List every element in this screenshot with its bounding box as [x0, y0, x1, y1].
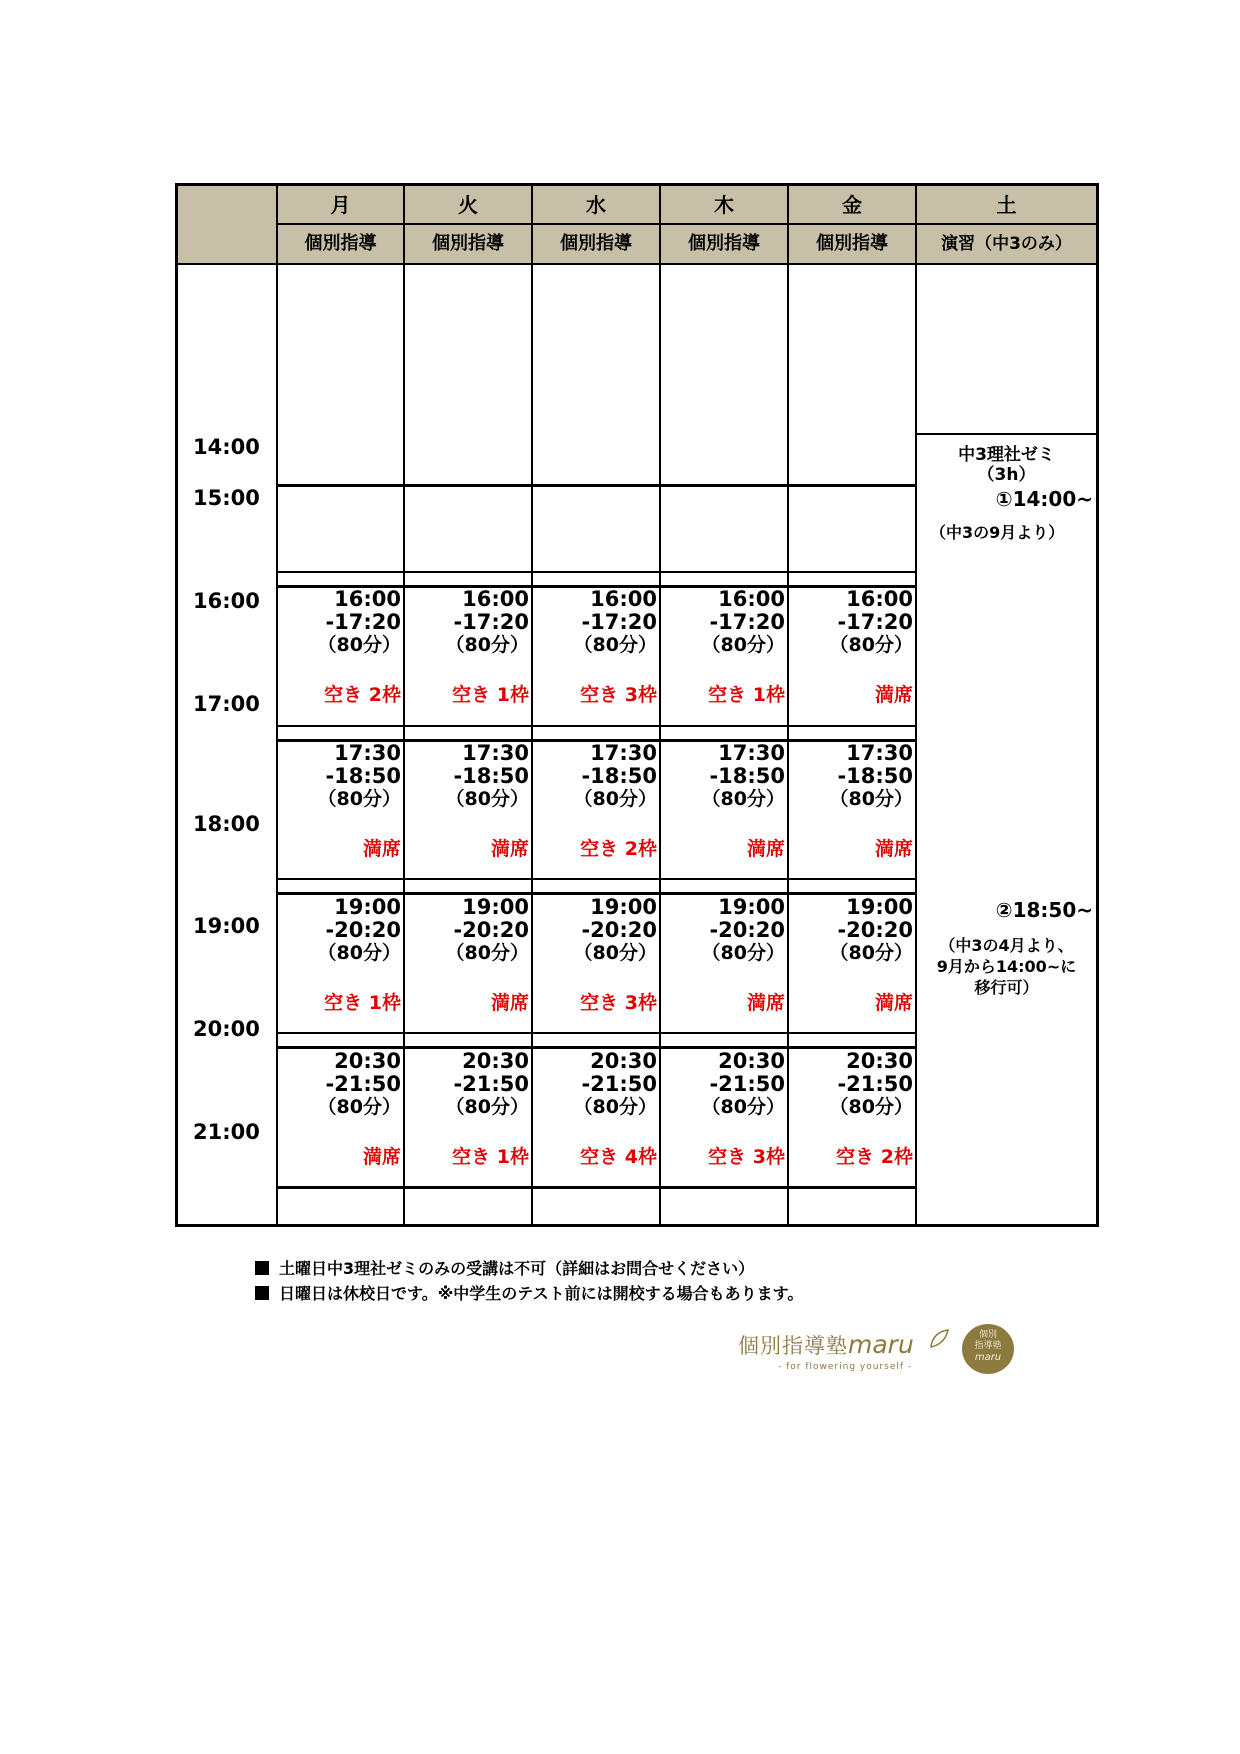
availability-status: 空き 2枠 [324, 684, 401, 706]
slot-end-time: -20:20 [581, 918, 657, 942]
note-1-text: 土曜日中3理社ゼミのみの受講は不可（詳細はお問合せください） [279, 1259, 755, 1278]
slot-duration: （80分） [701, 942, 785, 964]
slot-end-time: -21:50 [837, 1072, 913, 1096]
slot-start-time: 20:30 [718, 1049, 785, 1073]
logo-name-en: maru [848, 1330, 914, 1359]
day-header-sat: 土 [996, 193, 1017, 217]
slot-end-time: -21:50 [581, 1072, 657, 1096]
slot-duration: （80分） [573, 1096, 657, 1118]
row-line-c1 [277, 878, 917, 880]
slot-start-time: 17:30 [334, 741, 401, 765]
slot-start-time: 20:30 [590, 1049, 657, 1073]
subheader-wed: 個別指導 [560, 233, 632, 254]
time-label-2100: 21:00 [193, 1120, 260, 1144]
header-bottom [178, 263, 1096, 265]
availability-status: 満席 [746, 992, 785, 1014]
sat-session-1: ①14:00~ [995, 487, 1093, 511]
availability-status: 満席 [490, 992, 529, 1014]
row-line-d1 [277, 1032, 917, 1034]
slot-start-time: 16:00 [718, 587, 785, 611]
logo-badge [962, 1324, 1014, 1374]
slot-duration: （80分） [317, 1096, 401, 1118]
availability-status: 空き 3枠 [580, 684, 657, 706]
slot-duration: （80分） [445, 788, 529, 810]
subheader-thu: 個別指導 [688, 233, 760, 254]
availability-status: 空き 2枠 [836, 1146, 913, 1168]
slot-duration: （80分） [829, 1096, 913, 1118]
header-divider [277, 223, 1096, 225]
availability-status: 空き 4枠 [580, 1146, 657, 1168]
row-line-a1 [277, 571, 917, 573]
slot-end-time: -21:50 [325, 1072, 401, 1096]
row-line-b1 [277, 725, 917, 727]
availability-status: 空き 2枠 [580, 838, 657, 860]
slot-start-time: 19:00 [462, 895, 529, 919]
slot-duration: （80分） [317, 788, 401, 810]
bullet-square-icon [255, 1261, 269, 1275]
sat-session-2-note-2: 9月から14:00~に [936, 957, 1077, 976]
slot-start-time: 16:00 [462, 587, 529, 611]
day-header-thu: 木 [714, 193, 734, 217]
logo-tagline: - for flowering yourself - [778, 1362, 913, 1372]
slot-end-time: -17:20 [837, 610, 913, 634]
slot-end-time: -18:50 [325, 764, 401, 788]
availability-status: 満席 [362, 1146, 401, 1168]
day-header-fri: 金 [842, 193, 862, 217]
slot-end-time: -20:20 [453, 918, 529, 942]
slot-end-time: -20:20 [837, 918, 913, 942]
slot-duration: （80分） [701, 788, 785, 810]
availability-status: 満席 [490, 838, 529, 860]
slot-duration: （80分） [829, 942, 913, 964]
slot-end-time: -17:20 [325, 610, 401, 634]
sat-line-1400 [917, 433, 1096, 435]
slot-duration: （80分） [701, 1096, 785, 1118]
availability-status: 空き 3枠 [708, 1146, 785, 1168]
availability-status: 満席 [746, 838, 785, 860]
logo-badge-line-1: 個別 [978, 1330, 997, 1340]
row-line-end [277, 1186, 917, 1189]
logo-name-jp: 個別指導塾 [738, 1334, 848, 1358]
availability-status: 満席 [874, 992, 913, 1014]
time-label-1400: 14:00 [193, 435, 260, 459]
slot-start-time: 20:30 [334, 1049, 401, 1073]
logo-badge-line-2: 指導塾 [974, 1341, 1002, 1351]
availability-status: 空き 1枠 [324, 992, 401, 1014]
slot-start-time: 20:30 [846, 1049, 913, 1073]
availability-status: 満席 [874, 838, 913, 860]
col-line-5 [915, 186, 917, 1224]
time-label-1900: 19:00 [193, 914, 260, 938]
availability-status: 空き 3枠 [580, 992, 657, 1014]
availability-status: 空き 1枠 [452, 1146, 529, 1168]
time-label-1800: 18:00 [193, 812, 260, 836]
subheader-mon: 個別指導 [304, 233, 377, 254]
slot-end-time: -20:20 [325, 918, 401, 942]
slot-end-time: -18:50 [581, 764, 657, 788]
slot-end-time: -21:50 [453, 1072, 529, 1096]
note-2-text: 日曜日は休校日です。※中学生のテスト前には開校する場合もあります。 [279, 1284, 804, 1303]
availability-status: 空き 1枠 [452, 684, 529, 706]
slot-duration: （80分） [317, 942, 401, 964]
sat-session-2: ②18:50~ [995, 898, 1093, 922]
slot-start-time: 17:30 [846, 741, 913, 765]
slot-end-time: -18:50 [453, 764, 529, 788]
sat-session-2-note-3: 移行可） [974, 978, 1039, 997]
slot-end-time: -18:50 [709, 764, 785, 788]
subheader-fri: 個別指導 [816, 233, 888, 254]
row-line-1500 [277, 484, 917, 487]
slot-duration: （80分） [317, 634, 401, 656]
sat-session-1-note: （中3の9月より） [930, 523, 1065, 542]
slot-end-time: -17:20 [709, 610, 785, 634]
slot-start-time: 19:00 [334, 895, 401, 919]
logo-name [738, 1330, 914, 1360]
slot-duration: （80分） [445, 1096, 529, 1118]
note-1 [255, 1256, 754, 1279]
slot-end-time: -17:20 [453, 610, 529, 634]
slot-duration: （80分） [445, 942, 529, 964]
leaf-icon [928, 1328, 950, 1350]
slot-start-time: 16:00 [334, 587, 401, 611]
time-label-1700: 17:00 [193, 692, 260, 716]
slot-start-time: 19:00 [846, 895, 913, 919]
bullet-square-icon [255, 1286, 269, 1300]
slot-duration: （80分） [445, 634, 529, 656]
availability-status: 空き 1枠 [708, 684, 785, 706]
slot-start-time: 19:00 [590, 895, 657, 919]
logo [738, 1328, 1018, 1380]
note-2 [255, 1281, 803, 1304]
slot-start-time: 17:30 [462, 741, 529, 765]
time-label-1600: 16:00 [193, 589, 260, 613]
slot-duration: （80分） [573, 634, 657, 656]
availability-status: 満席 [874, 684, 913, 706]
day-header-wed: 水 [586, 193, 606, 217]
slot-start-time: 20:30 [462, 1049, 529, 1073]
slot-end-time: -20:20 [709, 918, 785, 942]
subheader-sat: 演習（中3のみ） [941, 234, 1072, 254]
logo-badge-line-3: maru [974, 1352, 1002, 1363]
slot-start-time: 16:00 [846, 587, 913, 611]
slot-duration: （80分） [701, 634, 785, 656]
slot-start-time: 19:00 [718, 895, 785, 919]
slot-end-time: -21:50 [709, 1072, 785, 1096]
time-label-1500: 15:00 [193, 486, 260, 510]
sat-seminar-title: 中3理社ゼミ [958, 445, 1055, 465]
slot-end-time: -17:20 [581, 610, 657, 634]
day-header-mon: 月 [330, 193, 351, 217]
slot-start-time: 17:30 [590, 741, 657, 765]
slot-start-time: 16:00 [590, 587, 657, 611]
sat-seminar-hours: （3h） [977, 465, 1036, 485]
slot-duration: （80分） [573, 942, 657, 964]
slot-duration: （80分） [829, 634, 913, 656]
slot-duration: （80分） [829, 788, 913, 810]
slot-start-time: 17:30 [718, 741, 785, 765]
time-label-2000: 20:00 [193, 1017, 260, 1041]
availability-status: 満席 [362, 838, 401, 860]
day-header-tue: 火 [458, 193, 478, 217]
slot-duration: （80分） [573, 788, 657, 810]
subheader-tue: 個別指導 [432, 233, 504, 254]
slot-end-time: -18:50 [837, 764, 913, 788]
sat-session-2-note-1: （中3の4月より、 [939, 936, 1074, 955]
